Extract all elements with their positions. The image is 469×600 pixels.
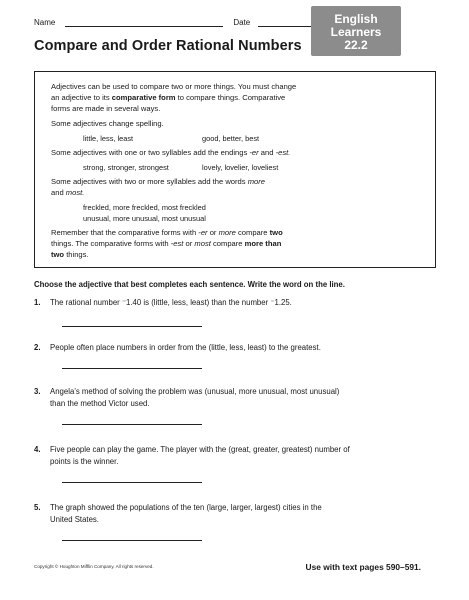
rem-1c: or (207, 228, 219, 237)
rem-2f: more than (244, 239, 282, 248)
spelling-example-1: little, less, least (83, 134, 134, 143)
question-number: 4. (34, 445, 41, 454)
rem-2b: -est (170, 239, 184, 248)
rem-2e: compare (210, 239, 245, 248)
more-2a: and (51, 188, 66, 197)
question-text (50, 342, 410, 354)
question-text (50, 297, 410, 309)
question-line-2: than the method Victor used. (50, 399, 150, 408)
rem-1a: Remember that the comparative forms with (51, 228, 199, 237)
rem-3a: two (51, 250, 65, 259)
lesson-box (34, 71, 436, 268)
more-2b: most. (65, 188, 85, 197)
rem-3b: things. (64, 250, 89, 259)
lesson-remember-line-2 (51, 239, 371, 249)
answer-line-5[interactable] (62, 540, 202, 541)
lesson-content (35, 82, 375, 268)
lesson-er-est (51, 148, 371, 158)
page-title: Compare and Order Rational Numbers (34, 38, 302, 54)
text-pages-reference: Use with text pages 590–591. (305, 562, 421, 572)
rem-1f: two (269, 228, 283, 237)
question-line-2: United States. (50, 515, 99, 524)
question-number: 1. (34, 298, 41, 307)
lesson-intro-line-3: forms are made in several ways. (51, 104, 161, 113)
answer-line-1[interactable] (62, 326, 202, 327)
date-label: Date (233, 18, 251, 27)
copyright-notice: Copyright © Houghton Mifflin Company. All rights reserved. (34, 564, 154, 569)
lesson-spelling: Some adjectives change spelling. (51, 119, 164, 128)
instruction: Choose the adjective that best completes each sentence. Write the word on the line. (34, 280, 345, 289)
question-line-1: Angela’s method of solving the problem was (unusual, more unusual, most unusual) (50, 387, 340, 396)
lesson-more-line-2 (51, 188, 371, 198)
intro-2b-bold: comparative form (111, 93, 176, 102)
question-line-1: Five people can play the game. The player with the (great, greater, greatest) number of (50, 445, 350, 454)
rem-1e: compare (235, 228, 270, 237)
rem-2a: things. The comparative forms with (51, 239, 171, 248)
more-example-2: unusual, more unusual, most unusual (83, 214, 206, 223)
question-text (50, 444, 410, 468)
intro-2a: an adjective to its (51, 93, 112, 102)
question-number: 5. (34, 503, 41, 512)
lesson-intro-line-1: Adjectives can be used to compare two or more things. You must change (51, 82, 297, 91)
er-est-b: -er (249, 148, 259, 157)
er-est-d: -est. (275, 148, 291, 157)
er-est-a: Some adjectives with one or two syllables add the endings (51, 148, 250, 157)
intro-2c: to compare things. Comparative (175, 93, 286, 102)
er-example-1: strong, stronger, strongest (83, 163, 169, 172)
badge-line-3: 22.2 (344, 38, 368, 52)
lesson-remember-line-1 (51, 228, 371, 238)
name-label: Name (34, 18, 56, 27)
answer-line-2[interactable] (62, 368, 202, 369)
answer-line-3[interactable] (62, 424, 202, 425)
question-line-2: points is the winner. (50, 457, 119, 466)
question-number: 3. (34, 387, 41, 396)
rem-2d: most (194, 239, 211, 248)
more-1b: more (247, 177, 265, 186)
name-field[interactable] (65, 18, 223, 27)
spelling-example-2: good, better, best (202, 134, 260, 143)
rem-1d: more (218, 228, 236, 237)
question-number: 2. (34, 343, 41, 352)
question-text (50, 502, 410, 526)
lesson-remember-line-3 (51, 250, 371, 260)
question-text (50, 386, 410, 410)
question-line-1: People often place numbers in order from the (little, less, least) to the greatest. (50, 343, 321, 352)
er-est-c: and (258, 148, 276, 157)
badge-line-2: Learners (330, 25, 382, 39)
name-date-header (34, 18, 330, 27)
er-example-2: lovely, lovelier, loveliest (202, 163, 279, 172)
lesson-more-line-1 (51, 177, 371, 187)
more-example-1: freckled, more freckled, most freckled (83, 203, 206, 212)
more-1a: Some adjectives with two or more syllables add the words (51, 177, 248, 186)
rem-2c: or (183, 239, 195, 248)
rem-1b: -er (198, 228, 208, 237)
answer-line-4[interactable] (62, 482, 202, 483)
badge-line-1: English (334, 12, 378, 26)
english-learners-badge (311, 6, 401, 56)
question-line-1: The rational number ⁻1.40 is (little, less, least) than the number ⁻1.25. (50, 298, 292, 307)
lesson-intro-line-2 (51, 93, 371, 103)
question-line-1: The graph showed the populations of the ten (large, larger, largest) cities in the (50, 503, 322, 512)
